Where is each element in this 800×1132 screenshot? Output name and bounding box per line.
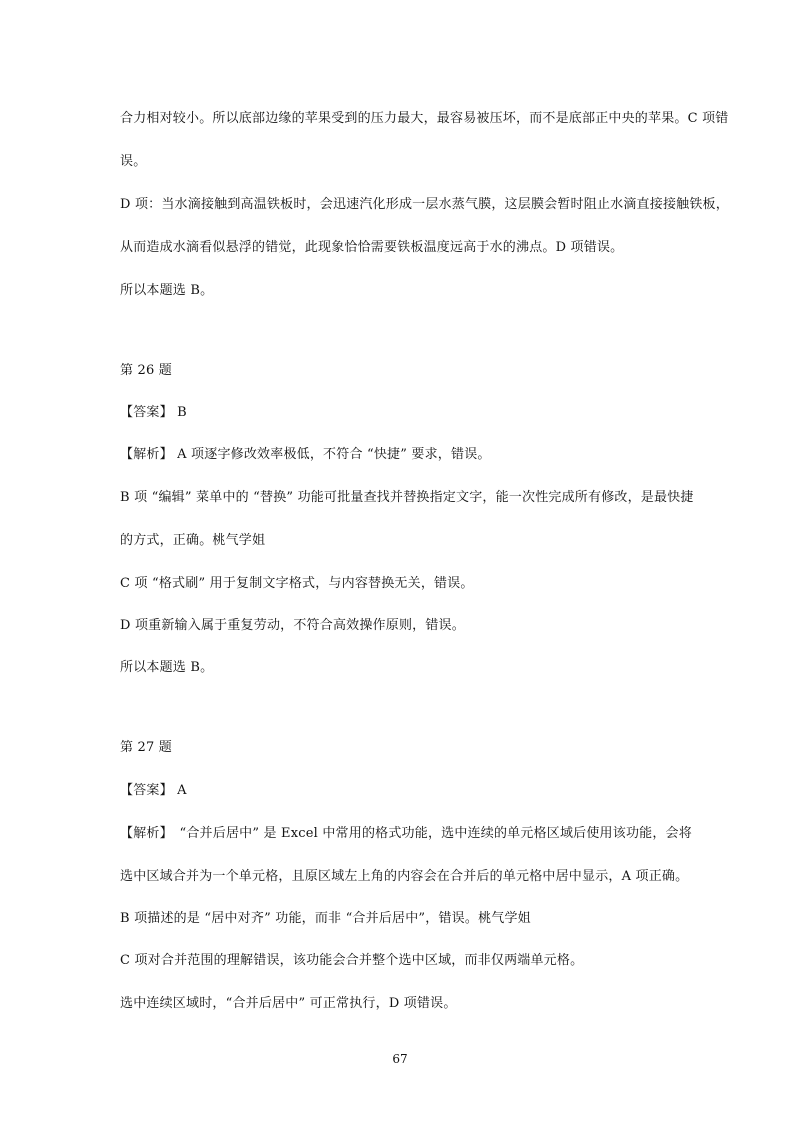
q27-option-b: B 项描述的是 “居中对齐” 功能，而非 “合并后居中”，错误。桃气学姐 [120,911,531,926]
q25-option-d-line-2: 从而造成水滴看似悬浮的错觉，此现象恰恰需要铁板温度远高于水的沸点。D 项错误。 [120,240,624,255]
q26-option-c: C 项 “格式刷” 用于复制文字格式，与内容替换无关，错误。 [120,576,474,591]
q27-heading: 第 27 题 [120,740,173,755]
q25-option-d-line-1: D 项：当水滴接触到高温铁板时，会迅速汽化形成一层水蒸气膜，这层膜会暂时阻止水滴直接接触铁板， [120,197,729,212]
q25-explanation-line-1: 合力相对较小。所以底部边缘的苹果受到的压力最大，最容易被压坏，而不是底部正中央的苹果。C 项错 [120,111,729,126]
q25-explanation-line-2: 误。 [120,154,147,169]
q26-heading: 第 26 题 [120,363,173,378]
q26-answer: 【答案】 B [120,405,187,420]
q27-analysis-line-2: 选中区域合并为一个单元格，且原区域左上角的内容会在合并后的单元格中居中显示，A 项正确。 [120,869,689,884]
q26-option-b-line-2: 的方式，正确。桃气学姐 [120,533,266,548]
q27-option-c: C 项对合并范围的理解错误，该功能会合并整个选中区域，而非仅两端单元格。 [120,953,584,968]
q26-option-d: D 项重新输入属于重复劳动，不符合高效操作原则，错误。 [120,618,465,633]
q26-conclusion: 所以本题选 B。 [120,660,214,675]
q27-answer: 【答案】 A [120,783,187,798]
q26-option-b-line-1: B 项 “编辑” 菜单中的 “替换” 功能可批量查找并替换指定文字，能一次性完成所有修改，是最快捷 [120,490,694,505]
q25-conclusion: 所以本题选 B。 [120,283,214,298]
q27-analysis-line-1: 【解析】 “合并后居中” 是 Excel 中常用的格式功能，选中连续的单元格区域后使用该功能，会将 [120,826,692,841]
page-number: 67 [392,1052,408,1066]
q27-option-d: 选中连续区域时，“合并后居中” 可正常执行，D 项错误。 [120,996,457,1011]
q26-analysis-option-a: 【解析】 A 项逐字修改效率极低，不符合 “快捷” 要求，错误。 [120,447,491,462]
